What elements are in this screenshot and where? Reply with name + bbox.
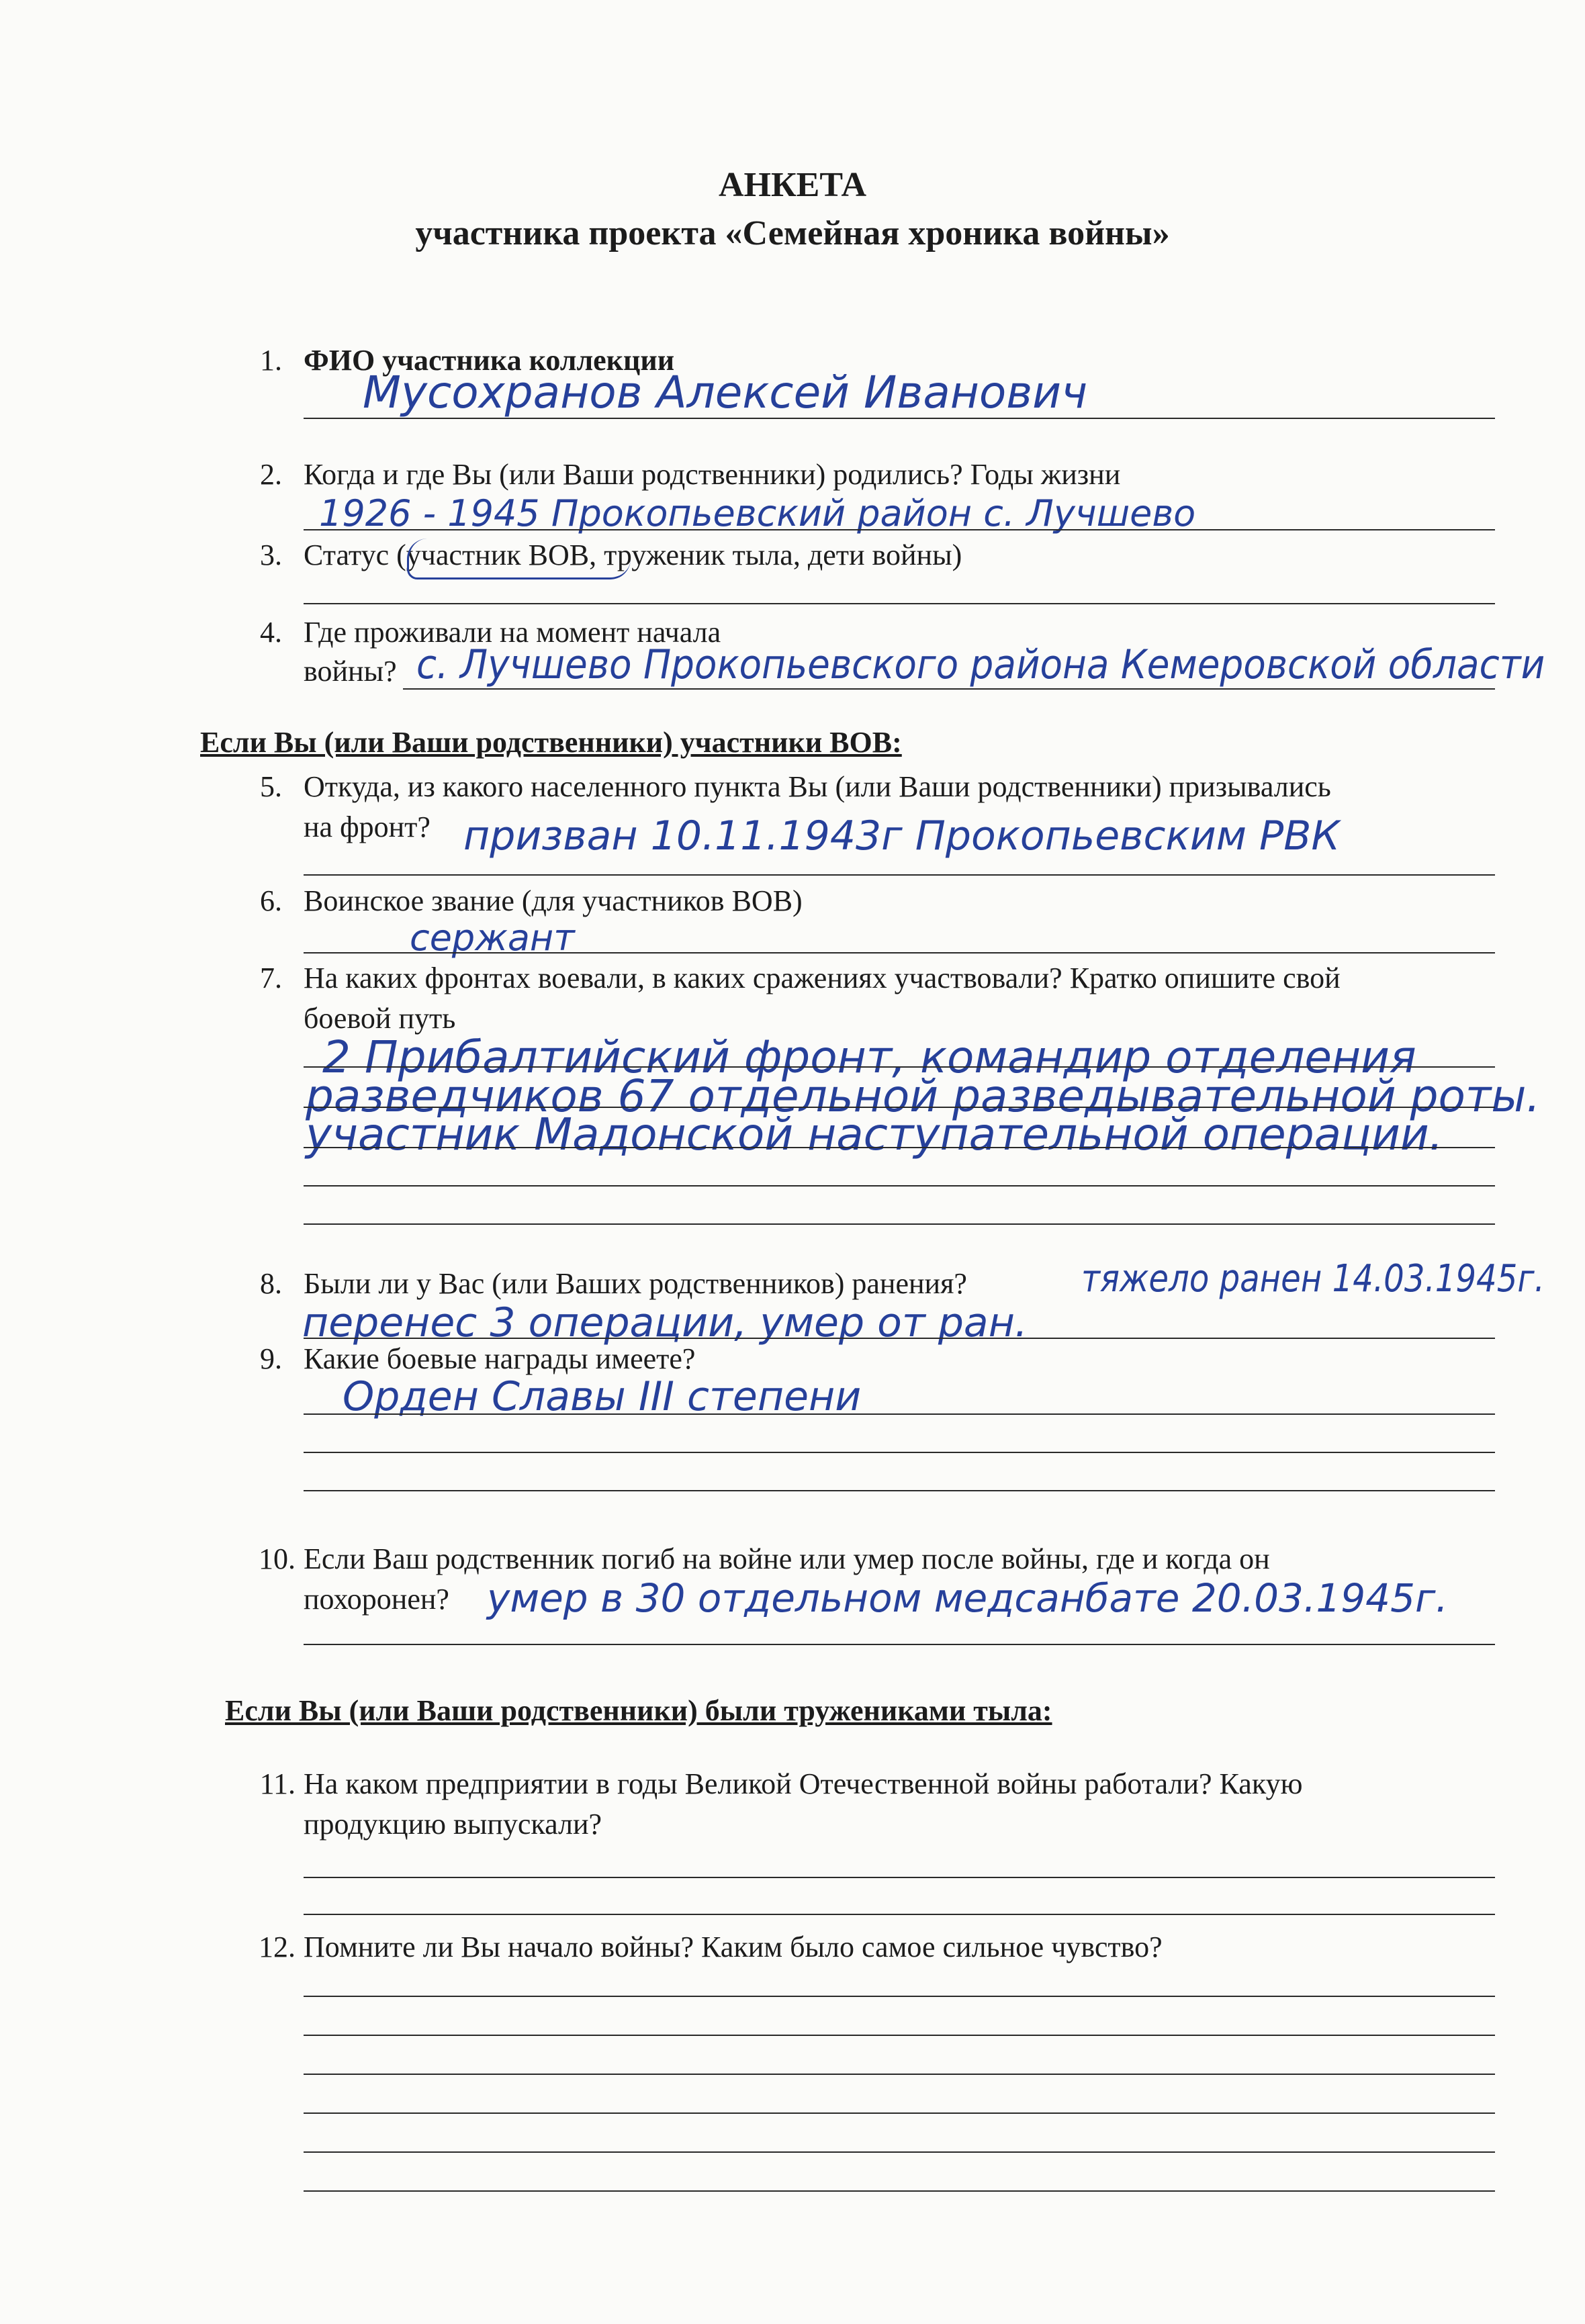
q8-answer[interactable]: тяжело ранен 14.03.1945г. bbox=[1081, 1257, 1545, 1301]
q2-answer[interactable]: 1926 - 1945 Прокопьевский район с. Лучшево bbox=[319, 492, 1196, 534]
q12-answer-line-6 bbox=[304, 2190, 1495, 2192]
q7-answer-line-3[interactable]: участник Мадонской наступательной операции. bbox=[306, 1109, 1443, 1160]
q11-answer-line-2 bbox=[304, 1914, 1495, 1915]
q9-label: Какие боевые награды имеете? bbox=[304, 1342, 696, 1375]
q1-label: ФИО участника коллекции bbox=[304, 344, 675, 377]
q12-number: 12. bbox=[259, 1931, 296, 1963]
q3-circled-option-mark bbox=[407, 539, 631, 579]
q12-answer-line-5 bbox=[304, 2151, 1495, 2153]
q5-answer[interactable]: призван 10.11.1943г Прокопьевским РВК bbox=[463, 812, 1340, 859]
q7-answer-line-4-rule bbox=[304, 1185, 1495, 1187]
q7-answer-line-1-rule bbox=[304, 1066, 1495, 1068]
q12-answer-line-3 bbox=[304, 2074, 1495, 2075]
q4-label: Где проживали на момент начала bbox=[304, 616, 721, 649]
q12-label: Помните ли Вы начало войны? Каким было самое сильное чувство? bbox=[304, 1931, 1163, 1963]
q7-number: 7. bbox=[260, 962, 282, 994]
q4-number: 4. bbox=[260, 616, 282, 649]
q3-number: 3. bbox=[260, 539, 282, 571]
q8-answer-cont[interactable]: перенес 3 операции, умер от ран. bbox=[302, 1299, 1028, 1346]
q10-answer[interactable]: умер в 30 отдельном медсанбате 20.03.1945г. bbox=[487, 1575, 1448, 1621]
q4-label-cont: войны? bbox=[304, 655, 397, 688]
q5-label-cont: на фронт? bbox=[304, 810, 431, 843]
q5-answer-line bbox=[304, 874, 1495, 876]
q9-answer-line-3 bbox=[304, 1490, 1495, 1491]
q6-label: Воинское звание (для участников ВОВ) bbox=[304, 884, 803, 917]
q4-answer-line bbox=[403, 688, 1495, 690]
q2-number: 2. bbox=[260, 458, 282, 491]
q6-number: 6. bbox=[260, 884, 282, 917]
q6-answer[interactable]: сержант bbox=[410, 917, 575, 959]
q12-answer-line-2 bbox=[304, 2035, 1495, 2036]
q7-answer-line-5-rule bbox=[304, 1223, 1495, 1225]
q7-answer-line-1[interactable]: 2 Прибалтийский фронт, командир отделения bbox=[322, 1031, 1416, 1083]
form-title: АНКЕТА bbox=[718, 166, 867, 204]
section-wov-heading: Если Вы (или Ваши родственники) участники ВОВ: bbox=[200, 726, 902, 759]
q7-label: На каких фронтах воевали, в каких сражениях участвовали? Кратко опишите свой bbox=[304, 962, 1341, 994]
q1-answer-line bbox=[304, 418, 1495, 419]
q11-label-cont: продукцию выпускали? bbox=[304, 1808, 602, 1841]
q4-answer[interactable]: с. Лучшево Прокопьевского района Кемеровской области bbox=[416, 641, 1545, 688]
q10-label-cont: похоронен? bbox=[304, 1583, 449, 1616]
q9-answer-line-2 bbox=[304, 1452, 1495, 1453]
q12-answer-line-4 bbox=[304, 2112, 1495, 2114]
q9-answer-line-1 bbox=[304, 1413, 1495, 1415]
q2-answer-line bbox=[304, 529, 1495, 530]
q10-answer-line bbox=[304, 1644, 1495, 1645]
q7-label-cont: боевой путь bbox=[304, 1002, 456, 1035]
q6-answer-line bbox=[304, 952, 1495, 954]
q7-answer-line-2-rule bbox=[304, 1107, 1495, 1108]
q10-label: Если Ваш родственник погиб на войне или умер после войны, где и когда он bbox=[304, 1542, 1270, 1575]
q11-number: 11. bbox=[259, 1767, 296, 1800]
q10-number: 10. bbox=[259, 1542, 296, 1575]
q5-label: Откуда, из какого населенного пункта Вы (или Ваши родственники) призывались bbox=[304, 770, 1331, 803]
q5-number: 5. bbox=[260, 770, 282, 803]
q1-answer[interactable]: Мусохранов Алексей Иванович bbox=[363, 367, 1088, 418]
q12-answer-line-1 bbox=[304, 1996, 1495, 1997]
q2-label: Когда и где Вы (или Ваши родственники) родились? Годы жизни bbox=[304, 458, 1121, 491]
q9-answer[interactable]: Орден Славы III степени bbox=[343, 1373, 862, 1420]
q3-label: Статус (участник ВОВ, труженик тыла, дети войны) bbox=[304, 539, 962, 571]
q1-number: 1. bbox=[260, 344, 282, 377]
q11-label: На каком предприятии в годы Великой Отечественной войны работали? Какую bbox=[304, 1767, 1303, 1800]
q3-answer-line bbox=[304, 603, 1495, 604]
q8-label: Были ли у Вас (или Ваших родственников) ранения? bbox=[304, 1267, 967, 1300]
q9-number: 9. bbox=[260, 1342, 282, 1375]
q7-answer-line-2[interactable]: разведчиков 67 отдельной разведывательной роты. bbox=[306, 1070, 1541, 1122]
q11-answer-line-1 bbox=[304, 1877, 1495, 1878]
q7-answer-line-3-rule bbox=[304, 1147, 1495, 1148]
form-subtitle: участника проекта «Семейная хроника войны» bbox=[415, 214, 1170, 252]
section-home-front-heading: Если Вы (или Ваши родственники) были тружениками тыла: bbox=[225, 1694, 1052, 1727]
q8-number: 8. bbox=[260, 1267, 282, 1300]
